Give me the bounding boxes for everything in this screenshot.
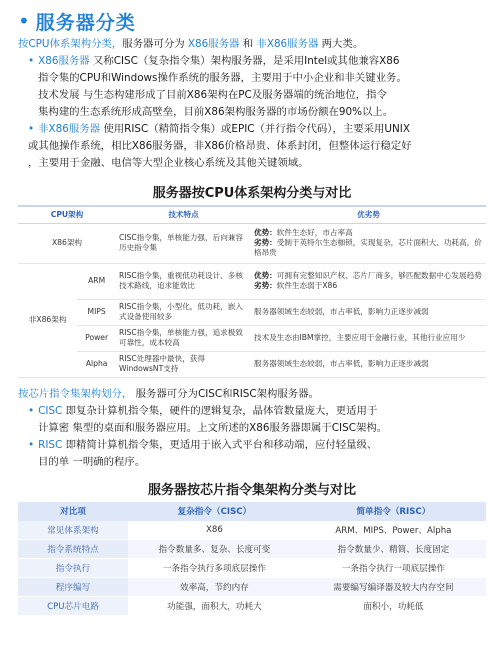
cisc-line2: 计算密 集型的桌面和服务器应用。上文所述的X86服务器即属于CISC架构。: [38, 421, 388, 434]
table-cell: 指令数量多、复杂、长度可变: [128, 540, 301, 559]
table-row: [18, 299, 486, 325]
table-row: [18, 223, 486, 263]
col-header: 技术特点: [116, 207, 251, 223]
adv-text: 软件生态好，市占率高: [276, 228, 353, 237]
table-cell: X86: [128, 521, 301, 540]
table-cell: 一条指令执行多项底层操作: [128, 559, 301, 578]
adv-key: 优势：: [254, 228, 277, 237]
cpu-arch-table: [18, 207, 486, 378]
table-cell: 面积小，功耗低: [301, 597, 486, 616]
arch-name: MIPS: [77, 299, 116, 325]
feature-cell: RISC指令集，小型化，低功耗，嵌入式设备使用较多: [116, 299, 251, 325]
col-header: 优劣势: [251, 207, 486, 223]
feature-cell: RISC处理器中最快，获得WindowsNT支持: [116, 351, 251, 377]
adv-text: 可拥有完整知识产权、芯片厂商多，够匹配数据中心发展趋势: [276, 271, 482, 280]
isa-intro: [18, 386, 486, 403]
table-cell: 效率高，节约内存: [128, 578, 301, 597]
table2-title: 服务器按芯片指令集架构分类与对比: [147, 482, 356, 498]
col-header: CPU架构: [18, 207, 116, 223]
proscons-cell: [251, 263, 486, 299]
nonx86-paragraph: [18, 121, 486, 138]
table-row: [18, 597, 486, 616]
dis-text: 受制于英特尔生态枷锁，实现复杂，芯片面积大、功耗高，价格昂贵: [254, 238, 482, 257]
section-heading: [18, 6, 486, 36]
table-cell: 功能强，面积大，功耗大: [128, 597, 301, 616]
risc-line2: 目的单 一明确的程序。: [38, 455, 146, 468]
page-title: 服务器分类: [35, 11, 136, 34]
col-header: 复杂指令（CISC）: [128, 502, 301, 521]
isa-table: [18, 502, 486, 617]
risc-line1: 即精简计算机指令集，更适用于嵌入式平台和移动端，应付轻量级、: [62, 438, 378, 451]
adv-key: 优势：: [254, 271, 277, 280]
table-cell: ARM、MIPS、Power、Alpha: [301, 521, 486, 540]
intro-lead: 按CPU体系架构分类，: [18, 38, 123, 50]
x86-term: X86服务器: [38, 55, 90, 67]
intro-nonx86: 非X86服务器: [256, 38, 319, 50]
cisc-term: CISC: [38, 404, 63, 417]
nonx86-term: 非X86服务器: [38, 123, 101, 135]
dis-key: 劣势：: [254, 238, 277, 247]
proscons-cell: 服务器领域生态较弱，市占率低，影响力正逐步减弱: [251, 351, 486, 377]
table-cell: 指令数量少、精简、长度固定: [301, 540, 486, 559]
dis-key: 劣势：: [254, 281, 277, 290]
row-label: CPU芯片电路: [18, 597, 128, 616]
bullet-icon: •: [28, 404, 35, 417]
row-label: 指令执行: [18, 559, 128, 578]
table-row: [18, 263, 486, 299]
intro-x86: X86服务器: [187, 38, 240, 50]
row-group-label: 非X86架构: [18, 263, 77, 377]
table1-title: 服务器按CPU体系架构分类与对比: [152, 186, 352, 201]
arch-name: Power: [77, 325, 116, 351]
row-label: 指令系统特点: [18, 540, 128, 559]
isa-text: 服务器可分为CISC和RISC架构服务器。: [132, 387, 319, 400]
row-label: X86架构: [18, 223, 116, 263]
table-header-row: [18, 207, 486, 223]
feature-cell: RISC指令集，单核能力强，追求极致可靠性，成本较高: [116, 325, 251, 351]
table1-wrapper: [18, 205, 486, 378]
intro-and: 和: [239, 38, 257, 50]
bullet-icon: •: [28, 55, 35, 67]
table-cell: 一条指令执行一项底层操作: [301, 559, 486, 578]
nonx86-line1: 使用RISC（精简指令集）或EPIC（并行指令代码），主要采用UNIX: [100, 123, 410, 135]
x86-line1: 又称CISC（复杂指令集）架构服务器，是采用Intel或其他兼容X86: [89, 55, 400, 67]
arch-name: ARM: [77, 263, 116, 299]
cisc-line1: 即复杂计算机指令集，硬件的逻辑复杂，晶体管数量庞大，更适用于: [62, 404, 378, 417]
x86-paragraph: [18, 53, 486, 70]
bullet-icon: •: [28, 438, 35, 451]
table-row: [18, 578, 486, 597]
row-label: 常见体系架构: [18, 521, 128, 540]
cisc-paragraph: [18, 403, 486, 420]
bullet-icon: •: [28, 123, 35, 135]
x86-line4: 集构建的生态系统形成高壁垒，目前X86架构服务器的市场份额在90%以上。: [38, 106, 394, 118]
feature-cell: RISC指令集，重视低功耗设计、多核技术路线，追求能效比: [116, 263, 251, 299]
isa-lead: 按芯片指令集架构划分，: [18, 387, 133, 400]
table-row: [18, 351, 486, 377]
proscons-cell: 服务器领域生态较弱，市占率低，影响力正逐步减弱: [251, 299, 486, 325]
table-header-row: [18, 502, 486, 521]
row-label: 程序编写: [18, 578, 128, 597]
x86-line2: 指令集的CPU和Windows操作系统的服务器，主要用于中小企业和非关键业务。: [38, 72, 407, 84]
nonx86-line2: 或其他操作系统，相比X86服务器，非X86价格昂贵、体系封闭，但整体运行稳定好: [28, 140, 412, 152]
risc-paragraph: [18, 437, 486, 454]
intro-text: 服务器可分为: [122, 38, 188, 50]
nonx86-line3: ，主要用于金融、电信等大型企业核心系统及其他关键领域。: [28, 157, 309, 169]
x86-line3: 技术发展 与生态构建形成了目前X86架构在PC及服务器端的统治地位，指令: [38, 89, 387, 101]
table-cell: 需要编写编译器及较大内存空间: [301, 578, 486, 597]
feature-cell: CISC指令集，单核能力强，后向兼容历史指令集: [116, 223, 251, 263]
col-header: 简单指令（RISC）: [301, 502, 486, 521]
dis-text: 软件生态弱于X86: [276, 281, 338, 290]
proscons-cell: [251, 223, 486, 263]
arch-name: Alpha: [77, 351, 116, 377]
intro-end: 两大类。: [318, 38, 364, 50]
table-row: [18, 559, 486, 578]
table-row: [18, 325, 486, 351]
table-row: [18, 521, 486, 540]
col-header: 对比项: [18, 502, 128, 521]
cpu-intro: [18, 36, 486, 53]
bullet-icon: •: [18, 9, 30, 33]
risc-term: RISC: [38, 438, 63, 451]
table-row: [18, 540, 486, 559]
proscons-cell: 技术及生态由IBM掌控，主要应用于金融行业，其他行业应用少: [251, 325, 486, 351]
